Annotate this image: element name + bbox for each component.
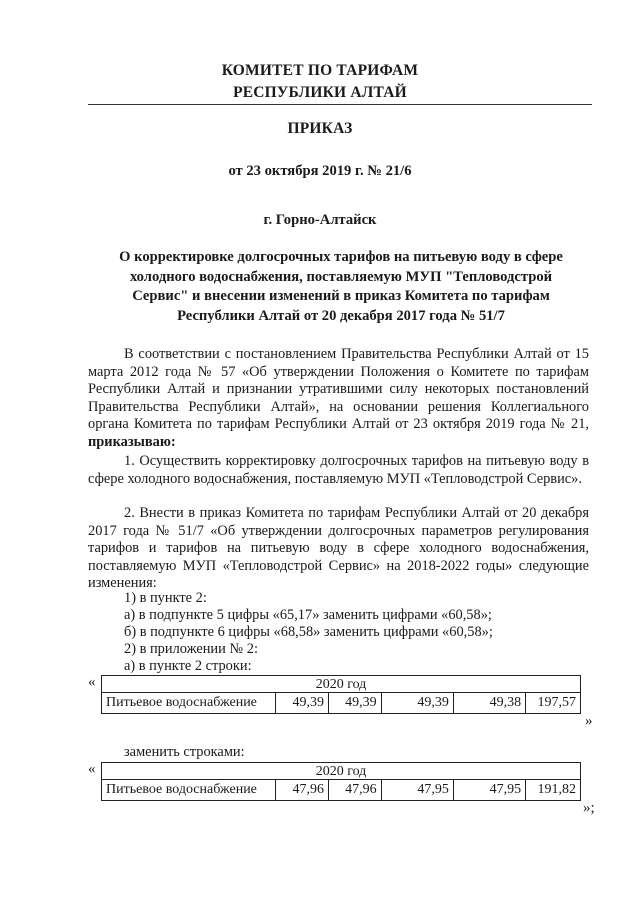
doc-title bbox=[95, 248, 587, 326]
year-cell: 2020 год bbox=[102, 763, 581, 780]
value-cell: 49,39 bbox=[381, 693, 453, 714]
title-line: О корректировке долгосрочных тарифов на питьевую воду в сфере bbox=[119, 249, 563, 265]
doc-date-number: от 23 октября 2019 г. № 21/6 bbox=[228, 163, 412, 179]
value-cell: 49,39 bbox=[276, 693, 329, 714]
table-row bbox=[102, 763, 581, 780]
value-cell: 47,96 bbox=[328, 780, 381, 801]
value-cell: 49,39 bbox=[328, 693, 381, 714]
value-cell: 47,95 bbox=[453, 780, 525, 801]
table-row bbox=[102, 780, 581, 801]
table-row bbox=[102, 676, 581, 693]
sub-item-line: 1) в пункте 2: bbox=[124, 590, 207, 606]
doc-city: г. Горно-Алтайск bbox=[263, 212, 377, 228]
item-2-paragraph: 2. Внести в приказ Комитета по тарифам Республики Алтай от 20 декабря 2017 года № 51/7 «Об утверждении долгосрочных параметров регулирования тарифов и тарифов на питьевую воду в сфере холодного водоснабжения, поставляемую МУП «Тепловодстрой Сервис» на 2018-2022 годы» следующие изменения: bbox=[88, 505, 589, 592]
sub-item-line: б) в подпункте 6 цифры «68,58» заменить цифрами «60,58»; bbox=[124, 624, 493, 640]
item-1-paragraph: 1. Осуществить корректировку долгосрочных тарифов на питьевую воду в сфере холодного водоснабжения, поставляемую МУП «Тепловодстрой Сервис». bbox=[88, 453, 589, 487]
preamble-text: В соответствии с постановлением Правительства Республики Алтай от 15 марта 2012 года № 57 «Об утверждении Положения о Комитете по тарифам Республики Алтай и признании утратившими силу некоторых постановлений Правительства Республики Алтай», на основании решения Коллегиального органа Комитета по тарифам Республики Алтай от 23 октября 2019 года № 21, bbox=[88, 346, 589, 433]
table-row bbox=[102, 693, 581, 714]
preamble-bold: приказываю: bbox=[88, 433, 176, 450]
value-cell: 47,95 bbox=[381, 780, 453, 801]
value-cell: 49,38 bbox=[453, 693, 525, 714]
table-old-close-quote: » bbox=[585, 713, 593, 729]
table-new bbox=[101, 762, 581, 801]
sub-item-line: а) в подпункте 5 цифры «65,17» заменить цифрами «60,58»; bbox=[124, 607, 492, 623]
title-line: холодного водоснабжения, поставляемую МУП "Тепловодстрой bbox=[129, 268, 553, 285]
header-rule bbox=[88, 104, 592, 105]
label-cell: Питьевое водоснабжение bbox=[102, 780, 276, 801]
table-old-open-quote: « bbox=[88, 674, 96, 690]
doc-type: ПРИКАЗ bbox=[287, 120, 353, 137]
year-cell: 2020 год bbox=[102, 676, 581, 693]
table-old bbox=[101, 675, 581, 714]
org-name-line1: КОМИТЕТ ПО ТАРИФАМ bbox=[221, 62, 419, 79]
title-line: Республики Алтай от 20 декабря 2017 года № 51/7 bbox=[177, 307, 505, 324]
sub-item-line: а) в пункте 2 строки: bbox=[124, 658, 252, 674]
label-cell: Питьевое водоснабжение bbox=[102, 693, 276, 714]
value-cell: 191,82 bbox=[526, 780, 581, 801]
sub-item-line: 2) в приложении № 2: bbox=[124, 641, 258, 657]
org-name-line2: РЕСПУБЛИКИ АЛТАЙ bbox=[233, 84, 407, 101]
table-new-open-quote: « bbox=[88, 761, 96, 777]
preamble-paragraph bbox=[88, 346, 589, 452]
value-cell: 197,57 bbox=[526, 693, 581, 714]
table-new-close-quote: »; bbox=[583, 800, 595, 816]
title-line: Сервис" и внесении изменений в приказ Комитета по тарифам bbox=[132, 288, 550, 304]
replace-line: заменить строками: bbox=[124, 744, 245, 760]
value-cell: 47,96 bbox=[276, 780, 329, 801]
